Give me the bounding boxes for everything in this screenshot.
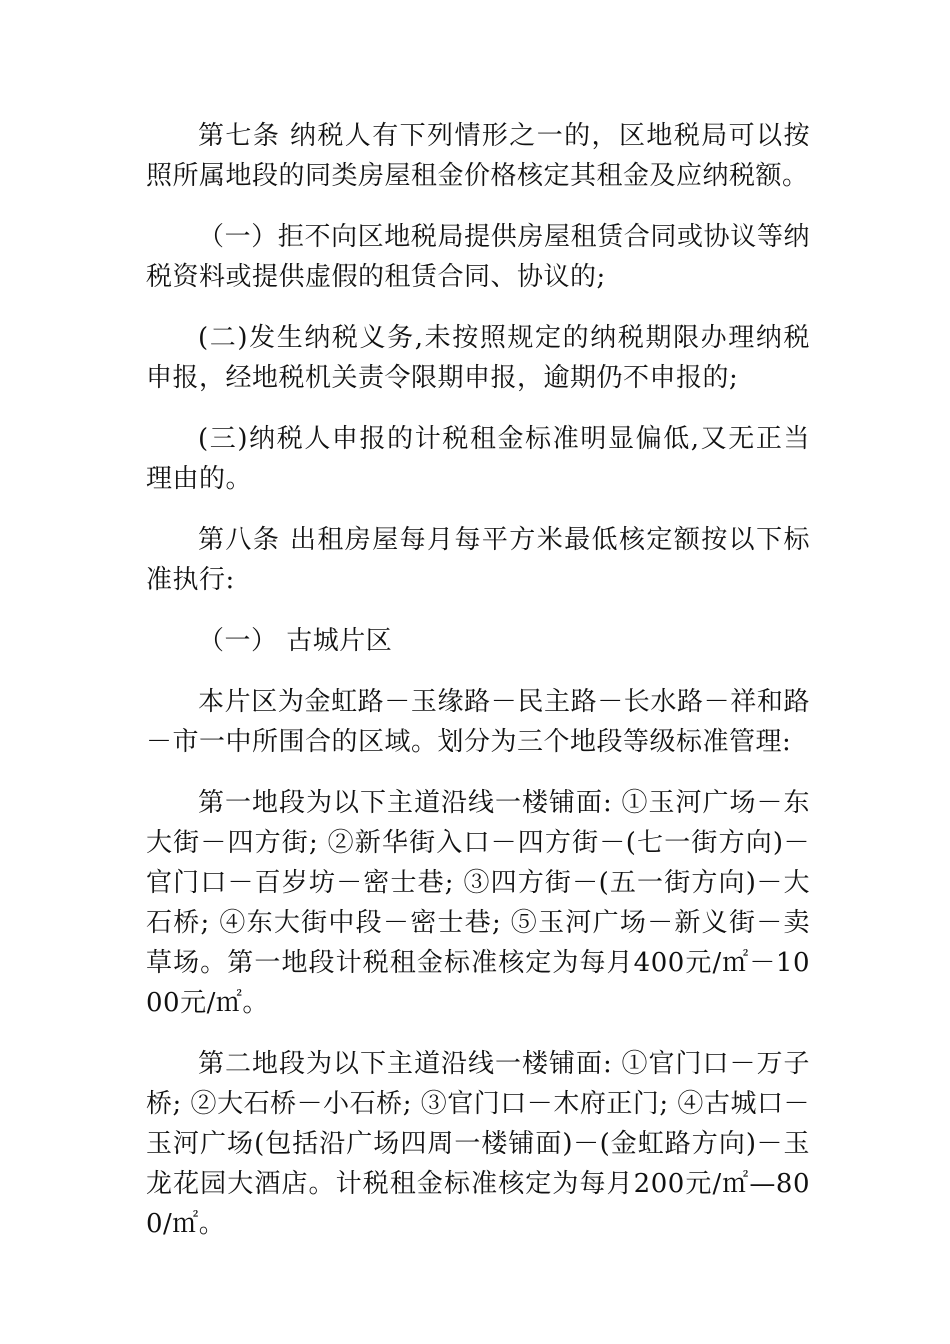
document-body xyxy=(146,116,810,1265)
article-8-paragraph: 第八条 出租房屋每月每平方米最低核定额按以下标准执行: xyxy=(146,525,810,595)
second-zone-paragraph: 第二地段为以下主道沿线一楼铺面: ①官门口－万子桥; ②大石桥－小石桥; ③官门口－木府正门; ④古城口－玉河广场(包括沿广场四周一楼铺面)－(金虹路方向)－玉龙花园大酒店。计税租金标准核定为每月200元/㎡—800/㎡。 xyxy=(146,1049,810,1239)
article-7-item-3: (三)纳税人申报的计税租金标准明显偏低,又无正当理由的。 xyxy=(146,424,810,494)
old-town-section-heading: （一） 古城片区 xyxy=(198,626,393,656)
old-town-area-description: 本片区为金虹路－玉缘路－民主路－长水路－祥和路－市一中所围合的区域。划分为三个地段等级标准管理: xyxy=(146,687,810,757)
article-7-paragraph: 第七条 纳税人有下列情形之一的，区地税局可以按照所属地段的同类房屋租金价格核定其租金及应纳税额。 xyxy=(146,121,810,191)
first-zone-paragraph: 第一地段为以下主道沿线一楼铺面: ①玉河广场－东大街－四方街; ②新华街入口－四方街－(七一街方向)－官门口－百岁坊－密士巷; ③四方街－(五一街方向)－大石桥; ④东大街中段－密士巷; ⑤玉河广场－新义街－卖草场。第一地段计税租金标准核定为每月400元/㎡－1000元/㎡。 xyxy=(146,788,810,1018)
article-7-item-2: (二)发生纳税义务,未按照规定的纳税期限办理纳税申报，经地税机关责令限期申报，逾期仍不申报的; xyxy=(146,323,810,393)
article-7-item-1: （一）拒不向区地税局提供房屋租赁合同或协议等纳税资料或提供虚假的租赁合同、协议的; xyxy=(146,222,810,292)
